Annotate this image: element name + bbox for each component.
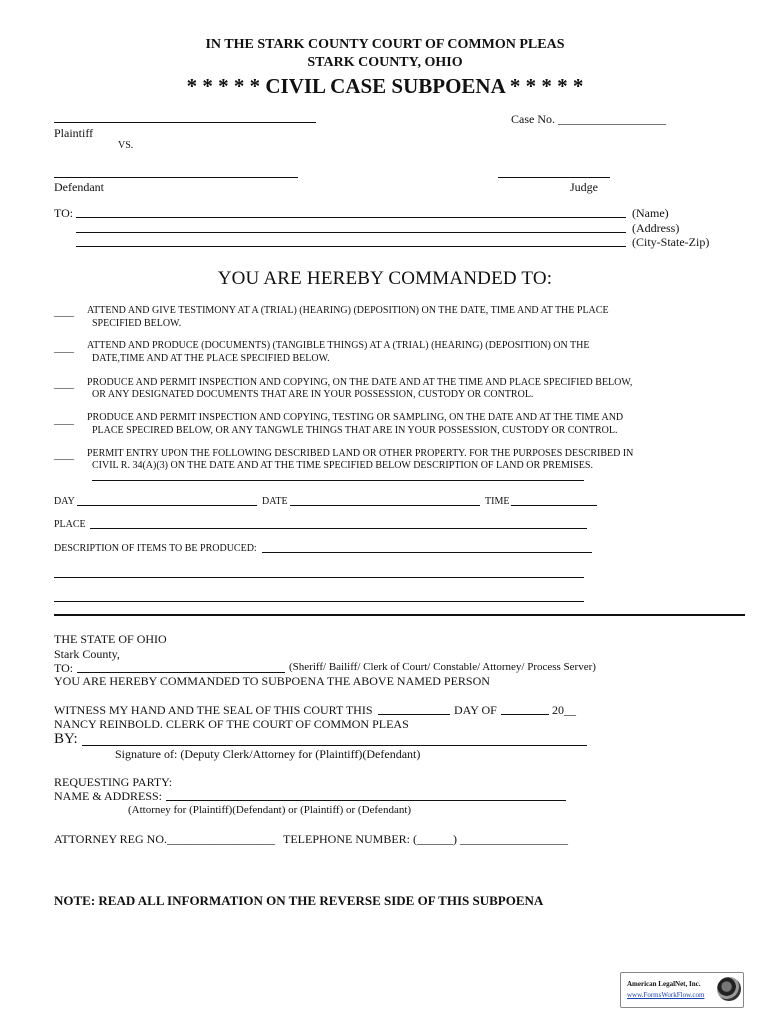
land-description-line[interactable] [92, 480, 584, 481]
items-label: DESCRIPTION OF ITEMS TO BE PRODUCED: [54, 543, 257, 554]
date-label: DATE [262, 496, 288, 507]
plaintiff-label: Plaintiff [54, 126, 94, 140]
witness-day-of: DAY OF [454, 703, 497, 717]
name-address-label: NAME & ADDRESS: [54, 789, 163, 803]
command-heading: YOU ARE HEREBY COMMANDED TO: [217, 268, 553, 289]
city-caption: (City-State-Zip) [632, 235, 710, 249]
county-name: STARK COUNTY, OHIO [307, 55, 463, 70]
recipient-name-line[interactable] [76, 217, 626, 218]
server-name-field[interactable] [77, 672, 285, 673]
option-2-text: ATTEND AND PRODUCE (DOCUMENTS) (TANGIBLE THINGS) AT A (TRIAL) (HEARING) (DEPOSITION) ON THE [87, 340, 590, 351]
publisher-name: American LegalNet, Inc. [627, 980, 701, 988]
judge-label: Judge [570, 180, 598, 194]
option-1-blank[interactable]: ____ [54, 307, 74, 318]
option-3-text: PRODUCE AND PERMIT INSPECTION AND COPYING, ON THE DATE AND AT THE TIME AND PLACE SPECIFIED BELOW, [87, 377, 633, 388]
attorney-caption: (Attorney for (Plaintiff)(Defendant) or (Plaintiff) or (Defendant) [128, 804, 412, 816]
requesting-party-label: REQUESTING PARTY: [54, 775, 173, 789]
recipient-address-line[interactable] [76, 232, 626, 233]
witness-day-field[interactable] [378, 714, 450, 715]
option-2-text-cont: DATE,TIME AND AT THE PLACE SPECIFIED BELOW. [92, 353, 330, 364]
document-title: * * * * * CIVIL CASE SUBPOENA * * * * * [186, 74, 584, 98]
telephone-field[interactable]: TELEPHONE NUMBER: (______) __________________ [283, 832, 568, 846]
clerk-name: NANCY REINBOLD. CLERK OF THE COURT OF COMMON PLEAS [54, 717, 409, 731]
publisher-link[interactable]: www.FormsWorkFlow.com [627, 991, 705, 999]
eagle-emblem-icon [717, 977, 741, 1001]
subpoena-command: YOU ARE HEREBY COMMANDED TO SUBPOENA THE ABOVE NAMED PERSON [54, 674, 490, 688]
option-3-blank[interactable]: ____ [54, 379, 74, 390]
option-3-text-cont: OR ANY DESIGNATED DOCUMENTS THAT ARE IN YOUR POSSESSION, CUSTODY OR CONTROL. [92, 389, 534, 400]
option-4-text-cont: PLACE SPECIRED BELOW, OR ANY TANGWLE THINGS THAT ARE IN YOUR POSSESSION, CUSTODY OR CONTROL. [92, 425, 618, 436]
attorney-reg-field[interactable]: ATTORNEY REG NO.__________________ [54, 832, 275, 846]
place-field[interactable] [90, 528, 587, 529]
time-field[interactable] [511, 505, 597, 506]
case-number-label: Case No. __________________ [511, 112, 666, 126]
defendant-line[interactable] [54, 177, 298, 178]
recipient-city-line[interactable] [76, 246, 626, 247]
option-4-blank[interactable]: ____ [54, 415, 74, 426]
server-to-label: TO: [54, 661, 74, 675]
by-label: BY: [54, 731, 78, 747]
plaintiff-line[interactable] [54, 122, 316, 123]
option-1-text-cont: SPECIFIED BELOW. [92, 318, 182, 329]
option-5-blank[interactable]: ____ [54, 450, 74, 461]
reverse-side-note: NOTE: READ ALL INFORMATION ON THE REVERSE SIDE OF THIS SUBPOENA [54, 893, 544, 908]
time-label: TIME [485, 496, 510, 507]
state-county: Stark County, [54, 647, 120, 661]
witness-text: WITNESS MY HAND AND THE SEAL OF THIS COURT THIS [54, 703, 373, 717]
place-label: PLACE [54, 519, 86, 530]
state-name: THE STATE OF OHIO [54, 632, 167, 646]
signature-caption: Signature of: (Deputy Clerk/Attorney for (Plaintiff)(Defendant) [115, 747, 421, 761]
signature-field[interactable] [82, 745, 587, 746]
publisher-logo [620, 972, 744, 1008]
to-label: TO: [54, 206, 74, 220]
witness-month-field[interactable] [501, 714, 549, 715]
versus-label: VS. [118, 140, 134, 151]
name-caption: (Name) [632, 206, 669, 220]
address-caption: (Address) [632, 221, 680, 235]
option-4-text: PRODUCE AND PERMIT INSPECTION AND COPYING, TESTING OR SAMPLING, ON THE DATE AND AT THE TIME AND [87, 412, 624, 423]
server-roles: (Sheriff/ Bailiff/ Clerk of Court/ Constable/ Attorney/ Process Server) [289, 661, 596, 673]
date-field[interactable] [290, 505, 480, 506]
items-field-line-3[interactable] [54, 601, 584, 602]
requesting-name-field[interactable] [166, 800, 566, 801]
items-field[interactable] [262, 552, 592, 553]
witness-year: 20__ [552, 703, 576, 717]
items-field-line-2[interactable] [54, 577, 584, 578]
defendant-label: Defendant [54, 180, 104, 194]
option-5-text-cont: CIVIL R. 34(A)(3) ON THE DATE AND AT THE TIME SPECIFIED BELOW DESCRIPTION OF LAND OR PREMISES. [92, 460, 593, 471]
section-divider [54, 614, 745, 616]
option-2-blank[interactable]: ____ [54, 343, 74, 354]
option-1-text: ATTEND AND GIVE TESTIMONY AT A (TRIAL) (HEARING) (DEPOSITION) ON THE DATE, TIME AND AT THE PLACE [87, 305, 609, 316]
option-5-text: PERMIT ENTRY UPON THE FOLLOWING DESCRIBED LAND OR OTHER PROPERTY. FOR THE PURPOSES DESCRIBED IN [87, 448, 634, 459]
judge-line[interactable] [498, 177, 610, 178]
day-field[interactable] [77, 505, 257, 506]
court-name: IN THE STARK COUNTY COURT OF COMMON PLEAS [205, 37, 565, 52]
day-label: DAY [54, 496, 75, 507]
